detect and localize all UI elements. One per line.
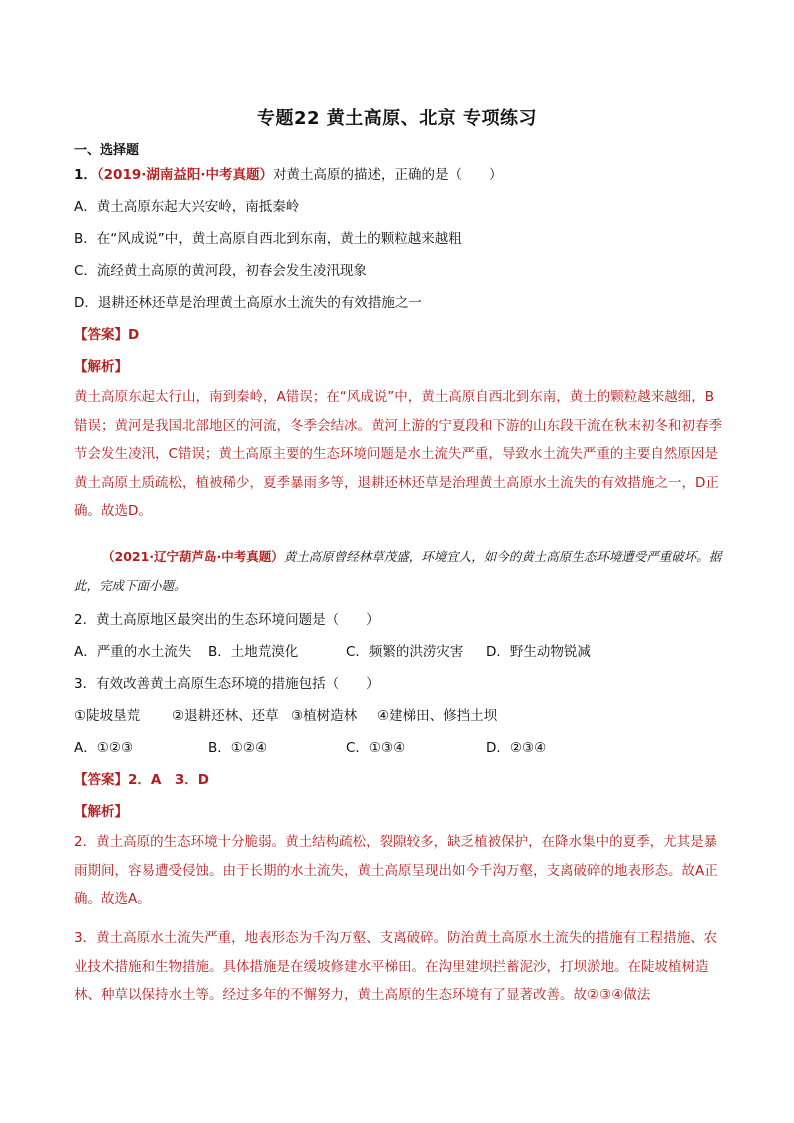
q1-option-d: D．退耕还林还草是治理黄土高原水土流失的有效措施之一	[74, 295, 422, 311]
q23-answer	[74, 771, 209, 789]
section-heading: 一、选择题	[74, 143, 140, 158]
question-source: （2019·湖南益阳·中考真题）	[96, 167, 273, 183]
group-source: （2021·辽宁葫芦岛·中考真题）	[102, 549, 284, 564]
q2-option-a: A．严重的水土流失	[74, 644, 192, 660]
q3-item-1: ①陡坡垦荒	[74, 708, 141, 724]
q3-item-2: ②退耕还林、还草	[172, 708, 279, 724]
answer-value: D	[128, 327, 140, 343]
question-1-stem	[74, 166, 503, 184]
question-number: 1．	[74, 167, 97, 183]
group-stem	[74, 542, 722, 600]
answer-value: 2．A 3．D	[128, 772, 209, 788]
q3-option-d: D．②③④	[486, 740, 547, 756]
q1-option-c: C．流经黄土高原的黄河段，初春会发生凌汛现象	[74, 263, 367, 279]
answer-label: 【答案】	[74, 772, 128, 788]
q3-analysis-text: 3．黄土高原水土流失严重，地表形态为千沟万壑、支离破碎。防治黄土高原水土流失的措施有工程措施、农业技术措施和生物措施。具体措施是在缓坡修建水平梯田。在沟里建坝拦蓄泥沙，打坝淤地。在陡坡植树造林、种草以保持水土等。经过多年的不懈努力，黄土高原的生态环境有了显著改善。故②③④做法	[74, 930, 718, 1003]
q3-item-3: ③植树造林	[291, 708, 358, 724]
q1-option-b: B．在“风成说”中，黄土高原自西北到东南，黄土的颗粒越来越粗	[74, 231, 462, 247]
q3-item-4: ④建梯田、修挡土坝	[377, 708, 498, 724]
q3-option-b: B．①②④	[208, 740, 268, 756]
question-3-stem: 3．有效改善黄土高原生态环境的措施包括（ ）	[74, 676, 380, 692]
q1-analysis-label: 【解析】	[74, 359, 128, 375]
group-stem-text: 黄土高原曾经林草茂盛，环境宜人，如今的黄土高原生态环境遭受严重破坏。据此，完成下面小题。	[74, 549, 722, 593]
answer-label: 【答案】	[74, 327, 128, 343]
q1-analysis-text: 黄土高原东起太行山，南到秦岭，A错误；在“风成说”中，黄土高原自西北到东南，黄土的颗粒越来越细，B错误；黄河是我国北部地区的河流，冬季会结冰。黄河上游的宁夏段和下游的山东段干流在秋末初冬和初春季节会发生凌汛，C错误；黄土高原主要的生态环境问题是水土流失严重，导致水土流失严重的主要自然原因是黄土高原土质疏松，植被稀少，夏季暴雨多等，退耕还林还草是治理黄土高原水土流失的有效措施之一，D正确。故选D。	[74, 389, 722, 519]
q3-option-a: A．①②③	[74, 740, 134, 756]
q2-option-d: D．野生动物锐减	[486, 644, 591, 660]
q23-analysis-label: 【解析】	[74, 804, 128, 820]
page-title: 专题22 黄土高原、北京 专项练习	[256, 108, 538, 129]
q1-answer	[74, 326, 139, 344]
q2-option-c: C．频繁的洪涝灾害	[346, 644, 464, 660]
q2-option-b: B．土地荒漠化	[208, 644, 299, 660]
q3-option-c: C．①③④	[346, 740, 406, 756]
question-text: 对黄土高原的描述，正确的是（ ）	[273, 167, 503, 183]
q1-option-a: A．黄土高原东起大兴安岭，南抵秦岭	[74, 199, 300, 215]
q2-analysis-text: 2．黄土高原的生态环境十分脆弱。黄土结构疏松，裂隙较多，缺乏植被保护，在降水集中的夏季，尤其是暴雨期间，容易遭受侵蚀。由于长期的水土流失，黄土高原呈现出如今千沟万壑，支离破碎的地表形态。故A正确。故选A。	[74, 834, 718, 907]
question-2-stem: 2．黄土高原地区最突出的生态环境问题是（ ）	[74, 612, 380, 628]
